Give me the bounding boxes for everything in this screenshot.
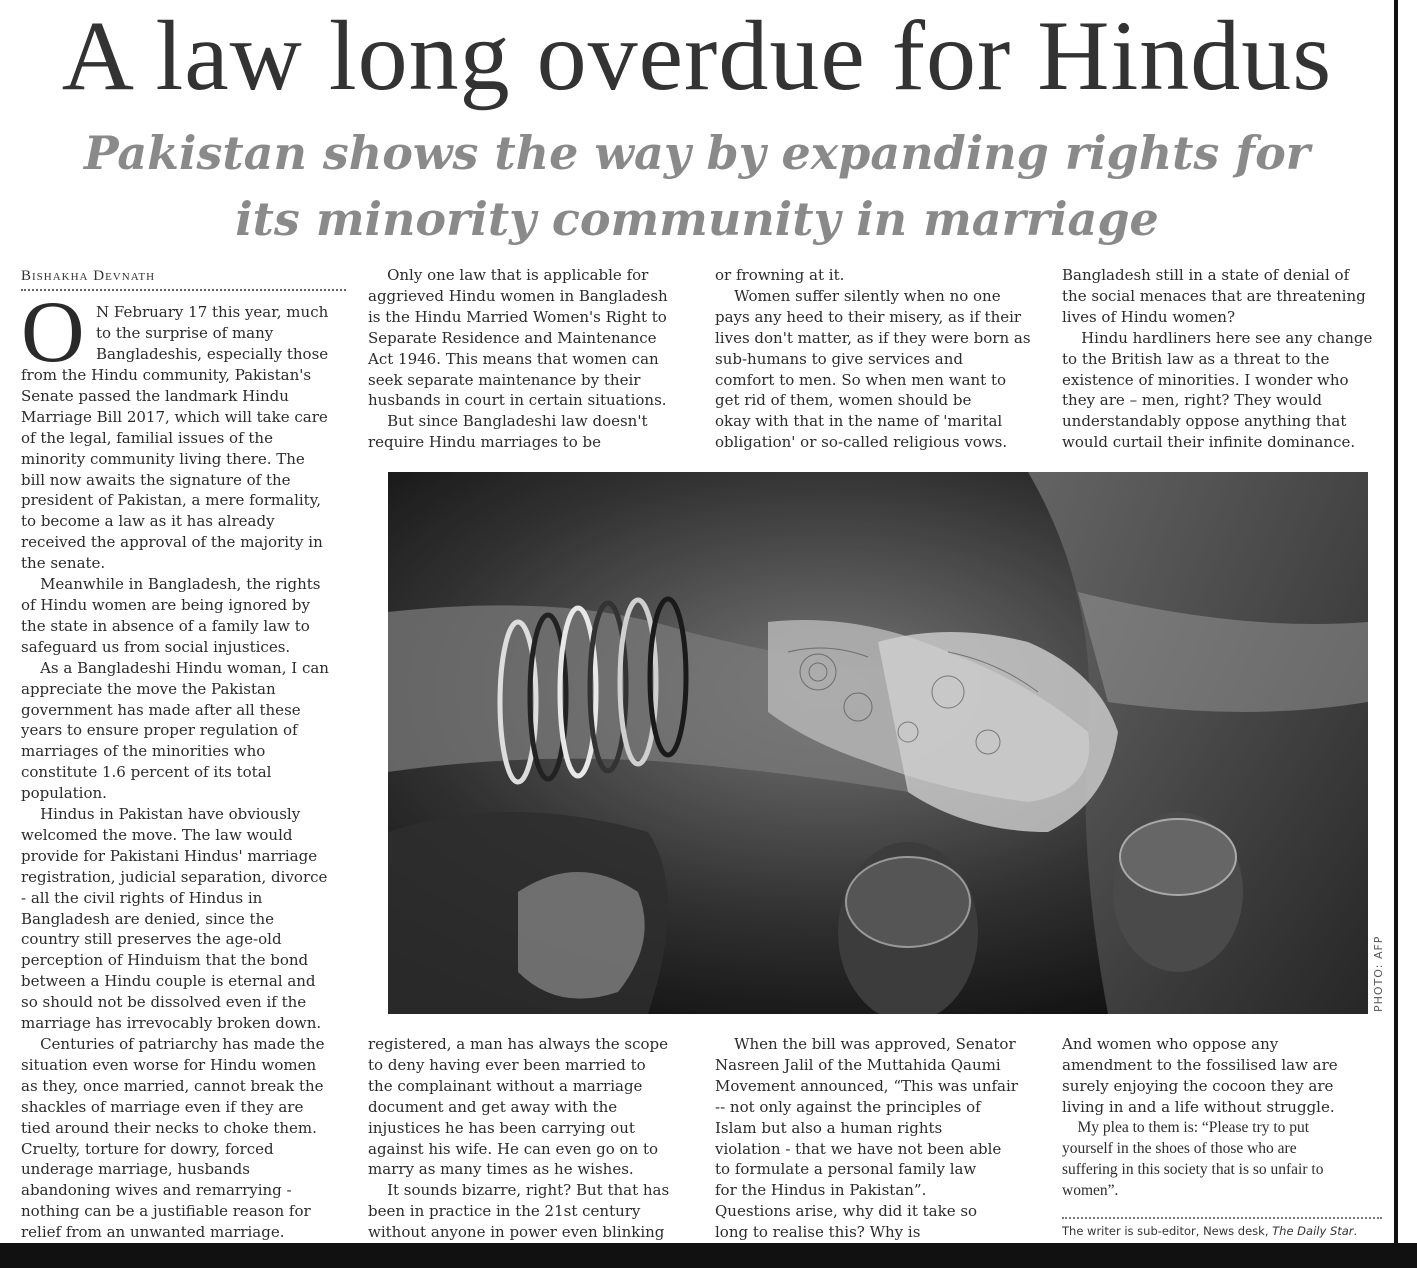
photo-credit: PHOTO: AFP: [1372, 935, 1385, 1012]
footnote-publication: The Daily Star: [1272, 1224, 1354, 1238]
column-3-bottom: When the bill was approved, Senator Nasreen Jalil of the Muttahida Qaumi Movement announced, “This was unfair -- not only against the principles of Islam but also a human rights violation - that we have not been able to formulate a personal family law for the Hindus in Pakistan”. Questions arise, why did it take so long to realise this? Why is: [715, 1035, 1018, 1242]
column-2-bottom: registered, a man has always the scope to deny having ever been married to the complainant without a marriage document and get away with the injustices he has been carrying out against his wife. He can even go on to marry as many times as he wishes. It sounds bizarre, right? But that has been in practice in the 21st century without anyone in power even blinking: [368, 1035, 670, 1242]
column-1-body: from the Hindu community, Pakistan's Senate passed the landmark Hindu Marriage Bill 2017, which will take care of the legal, familial issues of the minority community living there. The bill now awaits the signature of the president of Pakistan, a mere formality, to become a law as it has already received the approval of the majority in the senate. Meanwhile in Bangladesh, the rights of Hindu women are being ignored by the state in absence of a family law to safeguard us from social injustices. As a Bangladeshi Hindu woman, I can appreciate the move the Pakistan government has made after all these years to ensure proper regulation of marriages of the minorities who constitute 1.6 percent of its total population. Hindus in Pakistan have obviously welcomed the move. The law would provide for Pakistani Hindus' marriage registration, judicial separation, divorce - all the civil rights of Hindus in Bangladesh are denied, since the country still preserves the age-old perception of Hinduism that the bond between a Hindu couple is eternal and so should not be dissolved even if the marriage has irrevocably broken down. Centuries of patriarchy has made the situation even worse for Hindu women as they, once married, cannot break the shackles of marriage even if they are tied around their necks to choke them. Cruelty, torture for dowry, forced underage marriage, husbands abandoning wives and remarrying - nothing can be a justifiable reason for relief from an unwanted marriage.: [21, 366, 329, 1242]
author-footnote: [1062, 1224, 1392, 1238]
footnote-prefix: The writer is sub-editor, News desk,: [1062, 1224, 1273, 1238]
column-1-intro: N February 17 this year, much to the surprise of many Bangladeshis, especially those: [96, 303, 329, 363]
article-photo: [388, 472, 1368, 1014]
deck-subheadline: Pakistan shows the way by expanding rights for its minority community in marriage: [83, 126, 1311, 246]
column-4-bottom: And women who oppose any amendment to the fossilised law are surely enjoying the cocoon they are living in and a life without struggle.: [1062, 1035, 1338, 1116]
headline: A law long overdue for Hindus: [61, 0, 1333, 111]
dropcap: O: [21, 284, 85, 381]
column-4-plea: My plea to them is: “Please try to put yourself in the shoes of those who are suffering in this society that is so unfair to women”.: [1062, 1119, 1324, 1199]
footnote-suffix: .: [1353, 1224, 1358, 1238]
page-border-bottom: [0, 1243, 1417, 1268]
column-3-top: or frowning at it. Women suffer silently when no one pays any heed to their misery, as if their lives don't matter, as if they were born as sub-humans to give services and comfort to men. So when men want to get rid of them, women should be okay with that in the name of 'marital obligation' or so-called religious vows.: [715, 266, 1031, 452]
column-2-top: Only one law that is applicable for aggrieved Hindu women in Bangladesh is the Hindu Married Women's Right to Separate Residence and Maintenance Act 1946. This means that women can seek separate maintenance by their husbands in court in certain situations. But since Bangladeshi law doesn't require Hindu marriages to be: [368, 266, 668, 452]
page-border-right: [1394, 0, 1398, 1244]
footnote-divider: [1062, 1217, 1382, 1219]
column-4-top: Bangladesh still in a state of denial of the social menaces that are threatening lives of Hindu women? Hindu hardliners here see any change to the British law as a threat to the existence of minorities. I wonder who they are – men, right? They would understandably oppose anything that would curtail their infinite dominance.: [1062, 266, 1373, 452]
byline: Bishakha Devnath: [21, 268, 346, 291]
wedding-hands-image: [388, 472, 1368, 1014]
